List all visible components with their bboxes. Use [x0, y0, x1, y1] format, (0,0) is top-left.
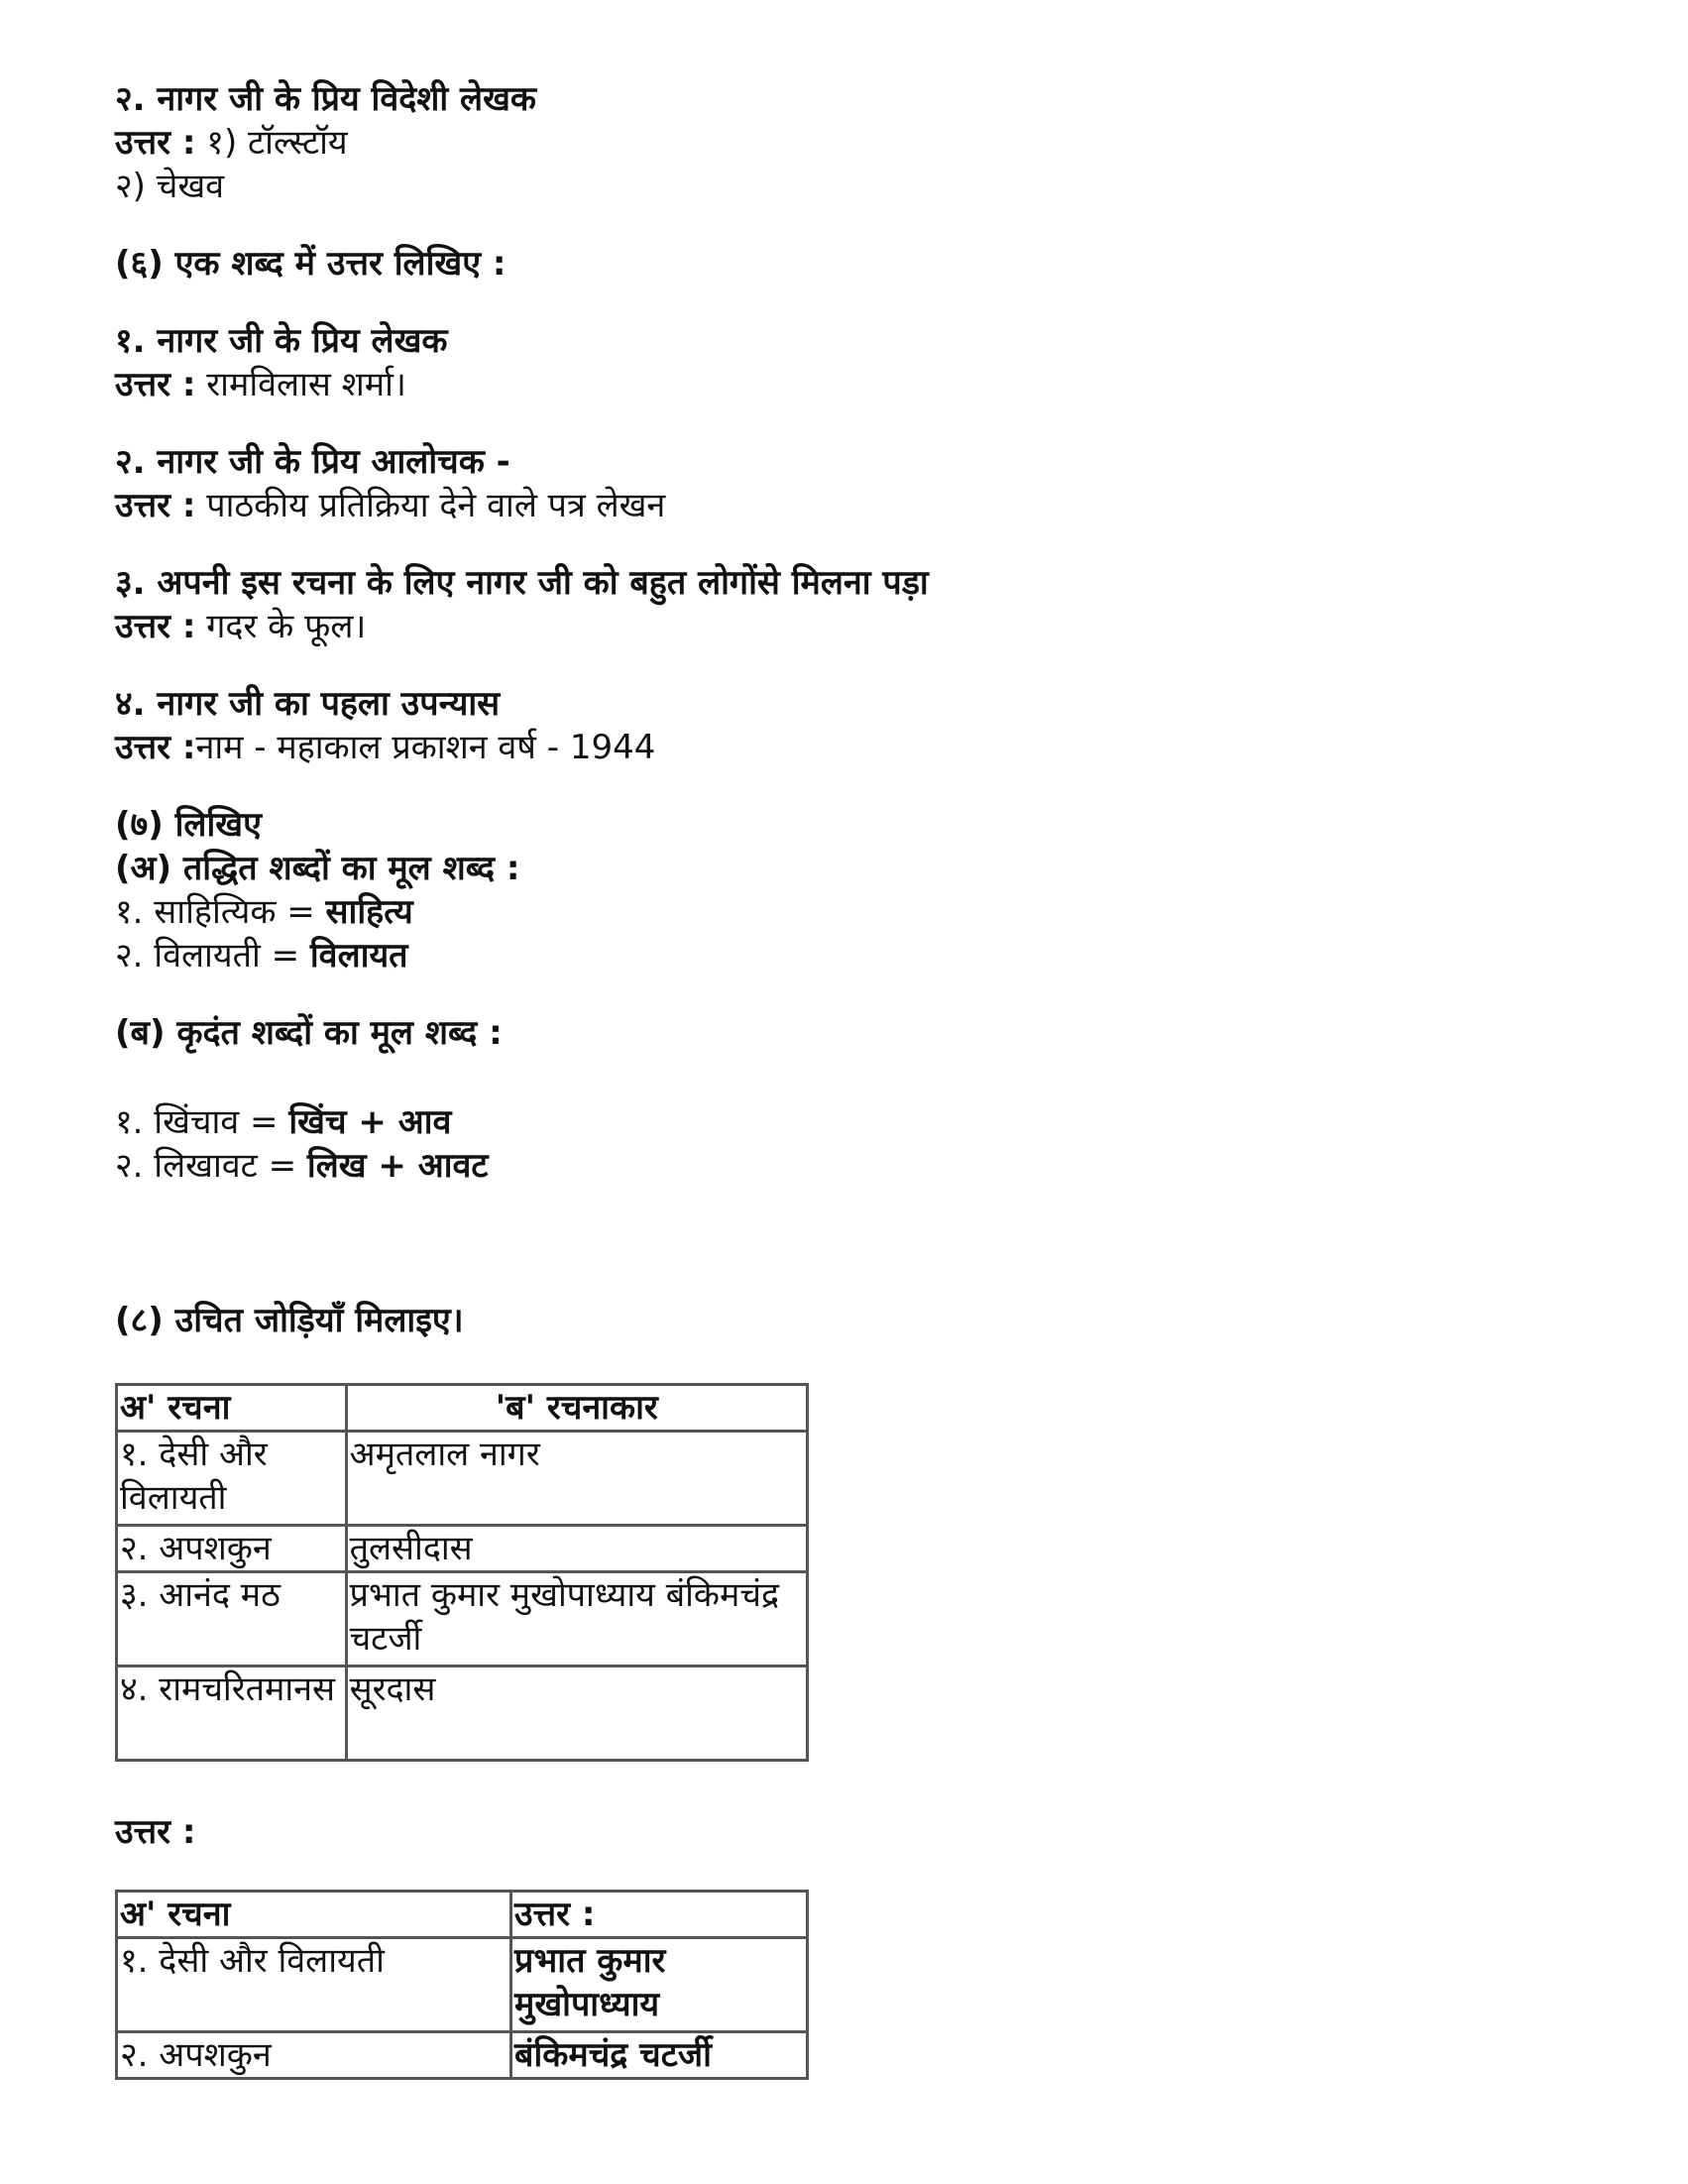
answer-label: उत्तर : [115, 486, 196, 525]
section-heading: (८) उचित जोड़ियाँ मिलाइए। [115, 1301, 464, 1340]
table-row [117, 1938, 808, 2032]
table-header-cell: अ' रचना [117, 1385, 347, 1432]
table-cell: २. अपशकुन [117, 1526, 347, 1572]
answer-text: गदर के फूल। [195, 607, 367, 646]
table-header-cell: उत्तर : [511, 1892, 808, 1938]
word-root-item [115, 1100, 451, 1144]
question: ४. नागर जी का पहला उपन्यास [115, 684, 501, 724]
question-foreign-authors: २. नागर जी के प्रिय विदेशी लेखक [115, 79, 537, 119]
answer-line [115, 484, 665, 527]
table-header-cell: अ' रचना [117, 1892, 511, 1938]
answer-text: रामविलास शर्मा। [195, 365, 406, 404]
table-row [117, 2032, 808, 2079]
word-root-item [115, 890, 413, 934]
table-header-row [117, 1892, 808, 1938]
question: २. नागर जी के प्रिय आलोचक - [115, 442, 510, 482]
word: १. खिंचाव = [115, 1102, 289, 1142]
answer-text: पाठकीय प्रतिक्रिया देने वाले पत्र लेखन [195, 486, 666, 525]
answer-text: २) चेखव [115, 167, 225, 206]
table-row [117, 1667, 808, 1761]
answer-line [115, 121, 348, 165]
word: १. साहित्यिक = [115, 892, 326, 932]
answer-table [115, 1890, 809, 2080]
table-cell: अमृतलाल नागर [346, 1432, 807, 1526]
answer-text: नाम - महाकाल प्रकाशन वर्ष - 1944 [195, 728, 656, 767]
word: २. लिखावट = [115, 1146, 307, 1186]
table-header-row [117, 1385, 808, 1432]
answer-label: उत्तर : [115, 1812, 196, 1852]
subsection-heading: (अ) तद्धित शब्दों का मूल शब्द : [115, 849, 520, 888]
matching-table [115, 1383, 809, 1762]
answer-label: उत्तर : [115, 123, 196, 163]
table-cell: ४. रामचरितमानस [117, 1667, 347, 1761]
table-cell: प्रभात कुमार मुखोपाध्याय बंकिमचंद्र चटर्जी [346, 1572, 807, 1667]
word: २. विलायती = [115, 936, 310, 976]
table-cell: तुलसीदास [346, 1526, 807, 1572]
root-word: विलायत [309, 936, 408, 976]
answer-text: १) टॉल्स्टॉय [195, 123, 348, 163]
answer-label: उत्तर : [115, 607, 196, 646]
table-row [117, 1572, 808, 1667]
table-cell: २. अपशकुन [117, 2032, 511, 2079]
table-cell: सूरदास [346, 1667, 807, 1761]
table-cell: बंकिमचंद्र चटर्जी [511, 2032, 808, 2079]
subsection-heading: (ब) कृदंत शब्दों का मूल शब्द : [115, 1013, 503, 1053]
table-cell: १. देसी और विलायती [117, 1432, 347, 1526]
answer-label: उत्तर : [115, 365, 196, 404]
question: ३. अपनी इस रचना के लिए नागर जी को बहुत लोगोंसे मिलना पड़ा [115, 563, 929, 603]
table-cell: ३. आनंद मठ [117, 1572, 347, 1667]
word-root-item [115, 934, 408, 977]
root-word: खिंच + आव [288, 1102, 452, 1142]
answer-line [115, 605, 366, 648]
section-heading: (६) एक शब्द में उत्तर लिखिए : [115, 244, 506, 284]
answer-line [115, 726, 655, 769]
answer-line [115, 363, 406, 406]
table-cell: १. देसी और विलायती [117, 1938, 511, 2032]
table-row [117, 1526, 808, 1572]
table-header-cell: 'ब' रचनाकार [346, 1385, 807, 1432]
root-word: लिख + आवट [306, 1146, 489, 1186]
section-heading: (७) लिखिए [115, 805, 262, 845]
table-row [117, 1432, 808, 1526]
word-root-item [115, 1144, 489, 1188]
answer-label: उत्तर : [115, 728, 196, 767]
table-cell: प्रभात कुमार मुखोपाध्याय [511, 1938, 808, 2032]
question: १. नागर जी के प्रिय लेखक [115, 321, 448, 361]
root-word: साहित्य [325, 892, 413, 932]
